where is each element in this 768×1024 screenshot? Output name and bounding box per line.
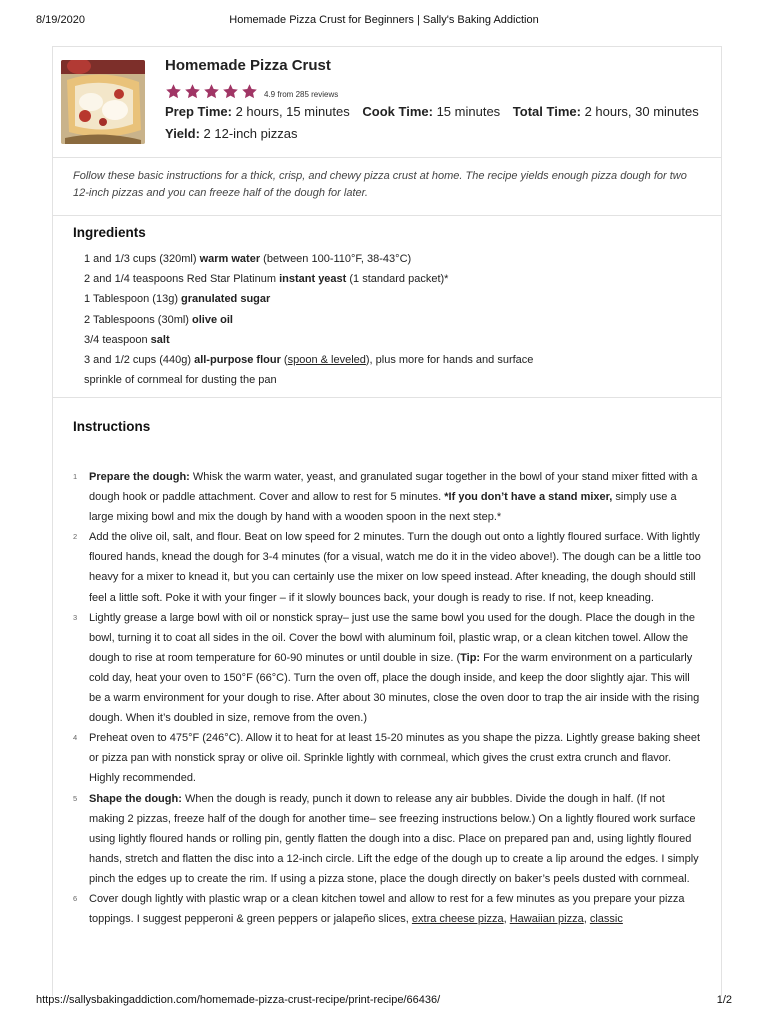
- yield-row: [165, 124, 713, 144]
- instructions-section: [53, 398, 721, 929]
- pizza-photo-icon: [61, 60, 145, 144]
- instructions-list: [73, 467, 701, 929]
- yield-label: Yield:: [165, 126, 200, 141]
- instruction-step: 5 Shape the dough: When the dough is ready, punch it down to release any air bubbles. Divide the dough in half. (If not making 2 pizzas, freeze half of the dough for another time– see freezing instructions below.) On a lightly floured work surface using lightly floured hands or rolling pin, gently flatten the dough into a disc. Place on prepared pan and, using lightly floured hands, stretch and flatten the disc into a 12-inch circle. Lift the edge of the dough up to create a lip around the edges. I simply pinch the edges up to create the rim. If using a pizza stone, place the dough directly on baker’s peels dusted with cornmeal.: [73, 792, 699, 885]
- total-time-value: 2 hours, 30 minutes: [584, 104, 699, 119]
- star-icon: [222, 83, 239, 100]
- instruction-step: 4 Preheat oven to 475°F (246°C). Allow it to heat for at least 15-20 minutes as you shape the pizza. Lightly grease baking sheet or pizza pan with nonstick spray or olive oil. Sprinkle lightly with cornmeal, which gives the crust extra crunch and flavor. Highly recommended.: [73, 732, 701, 785]
- instruction-step: 2 Add the olive oil, salt, and flour. Beat on low speed for 2 minutes. Turn the dough out onto a lightly floured surface. With lightly floured hands, knead the dough for 3-4 minutes (for a visual, watch me do it in the video above!). The dough can be a little too heavy for a mixer to knead it, but you can certainly use the mixer on low speed instead. After kneading, the dough should still feel a little soft. Poke it with your finger – if it slowly bounces back, your dough is ready to rise. If not, keep kneading.: [73, 531, 701, 604]
- yield-value: 2 12-inch pizzas: [203, 126, 298, 141]
- ingredient-item: 1 and 1/3 cups (320ml) warm water (between 100-110°F, 38-43°C): [84, 253, 412, 265]
- instruction-step: 1 Prepare the dough: Whisk the warm water, yeast, and granulated sugar together in the bowl of your stand mixer fitted with a dough hook or paddle attachment. Cover and allow to rest for 5 minutes. *If you don’t have a stand mixer, simply use a large mixing bowl and mix the dough by hand with a wooden spoon in the next step.*: [73, 471, 698, 524]
- print-page-title: Homemade Pizza Crust for Beginners | Sally's Baking Addiction: [229, 14, 539, 26]
- ingredient-item: 3/4 teaspoon salt: [84, 333, 170, 346]
- print-date: 8/19/2020: [36, 14, 85, 26]
- ingredient-item: 3 and 1/2 cups (440g) all-purpose flour (spoon & leveled), plus more for hands and surface: [84, 354, 534, 367]
- recipe-card: [52, 46, 722, 996]
- ingredient-item: 2 and 1/4 teaspoons Red Star Platinum instant yeast (1 standard packet)*: [84, 273, 449, 286]
- ingredients-section: [53, 216, 721, 398]
- instruction-step: 3 Lightly grease a large bowl with oil or nonstick spray– just use the same bowl you used for the dough. Place the dough in the bowl, turning it to coat all sides in the oil. Cover the bowl with aluminum foil, plastic wrap, or a clean kitchen towel. Allow the dough to rise at room temperature for 60-90 minutes or until double in size. (Tip: For the warm environment on a particularly cold day, heat your oven to 150°F (66°C). Turn the oven off, place the dough inside, and keep the door slightly ajar. This will be a warm environment for your dough to rise. After about 30 minutes, close the oven door to trap the air inside with the rising dough. When it’s doubled in size, remove from the oven.): [73, 611, 700, 725]
- star-icon: [165, 83, 182, 100]
- prep-time-label: Prep Time:: [165, 104, 232, 119]
- rating-stars: [165, 83, 260, 100]
- prep-time-value: 2 hours, 15 minutes: [235, 104, 350, 119]
- recipe-photo: [61, 60, 145, 144]
- print-url: https://sallysbakingaddiction.com/homemade-pizza-crust-recipe/print-recipe/66436/: [36, 994, 441, 1006]
- total-time-label: Total Time:: [512, 104, 581, 119]
- star-icon: [241, 83, 258, 100]
- time-row: [165, 102, 713, 122]
- ingredient-item: 1 Tablespoon (13g) granulated sugar: [84, 293, 271, 306]
- recipe-header: [53, 47, 721, 158]
- spoon-leveled-link[interactable]: spoon & leveled: [287, 354, 366, 367]
- print-page-number: 1/2: [716, 994, 732, 1006]
- ingredient-item: 2 Tablespoons (30ml) olive oil: [84, 313, 233, 326]
- star-icon: [184, 83, 201, 100]
- rating-row: [165, 78, 713, 100]
- extra-cheese-pizza-link[interactable]: extra cheese pizza: [411, 913, 504, 926]
- print-footer: [36, 994, 732, 1010]
- classic-pizza-link[interactable]: classic: [589, 913, 623, 926]
- ingredients-heading: Ingredients: [73, 225, 146, 240]
- ingredient-item: sprinkle of cornmeal for dusting the pan: [84, 374, 277, 387]
- print-header: [36, 14, 732, 30]
- recipe-header-info: [165, 56, 713, 144]
- cook-time-label: Cook Time:: [362, 104, 433, 119]
- instruction-step: 6 Cover dough lightly with plastic wrap or a clean kitchen towel and allow to rest for a few minutes as you prepare your pizza toppings. I suggest pepperoni & green peppers or jalapeño slices, extra cheese pizza, Hawaiian pizza, classic: [73, 892, 685, 926]
- rating-text: 4.9 from 285 reviews: [264, 90, 339, 99]
- recipe-summary: Follow these basic instructions for a thick, crisp, and chewy pizza crust at home. The recipe yields enough pizza dough for two 12-inch pizzas and you can freeze half of the dough for later.: [53, 158, 721, 216]
- hawaiian-pizza-link[interactable]: Hawaiian pizza: [509, 913, 584, 926]
- instructions-heading: Instructions: [73, 419, 151, 434]
- cook-time-value: 15 minutes: [436, 104, 501, 119]
- recipe-title: Homemade Pizza Crust: [165, 57, 331, 74]
- star-icon: [203, 83, 220, 100]
- ingredients-list: [73, 249, 701, 390]
